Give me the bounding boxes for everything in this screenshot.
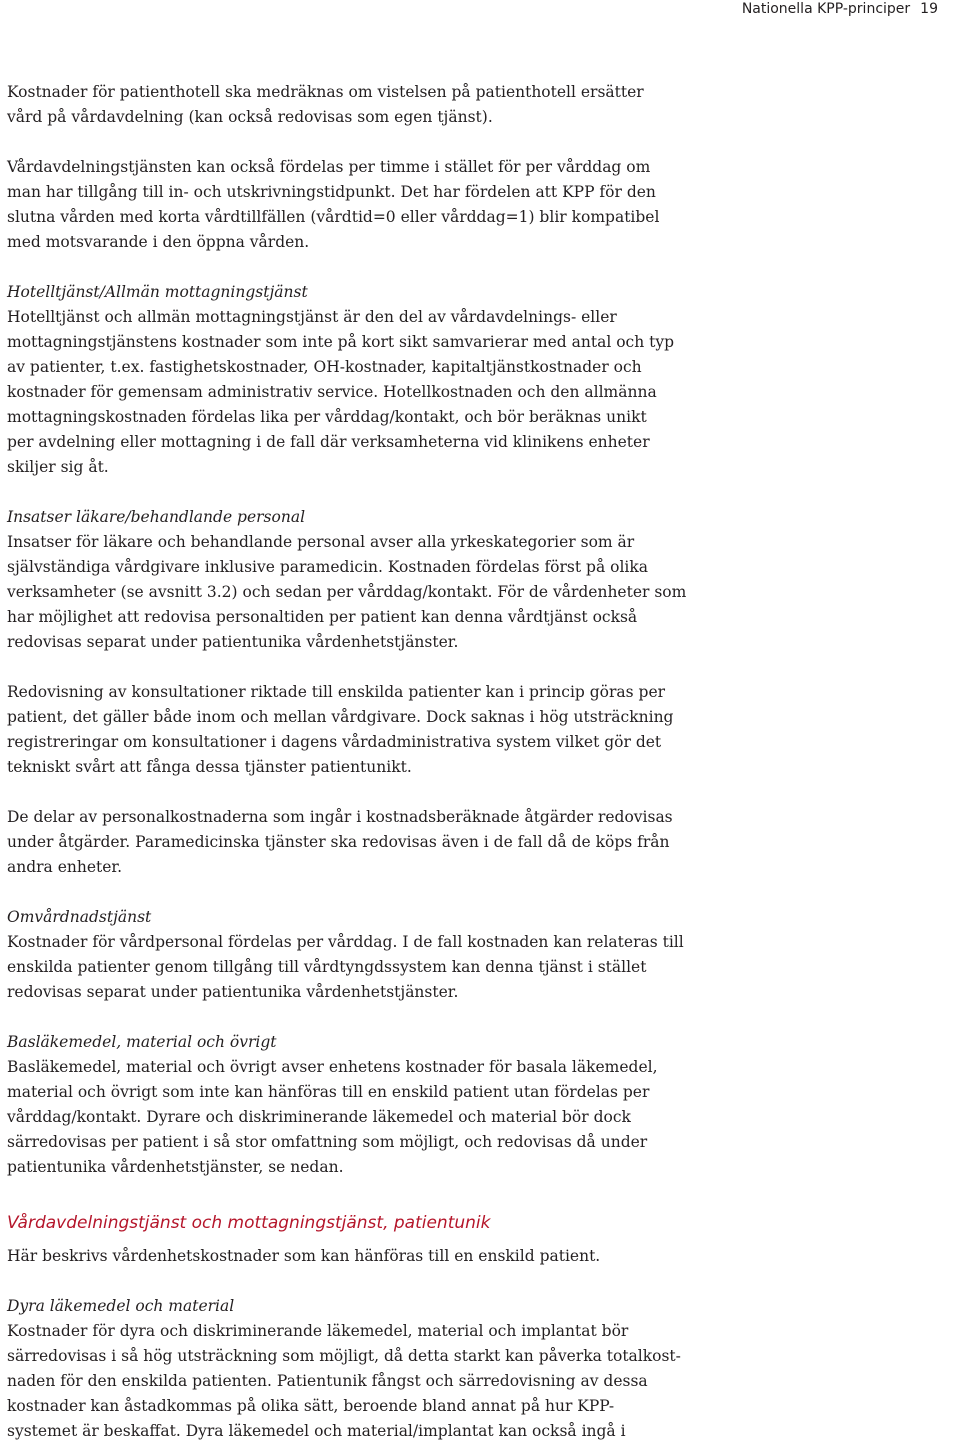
paragraph-timme: Vårdavdelningstjänsten kan också fördelas per timme i stället för per vårddag om man har tillgång till in- och utskrivningstidpunkt. Det har fördelen att KPP för den slutna vården med korta vårdtillfällen (vårdtid=0 eller vårddag=1) blir kompatibel med motsvarande i den öppna vården.	[7, 158, 660, 251]
section-title: Vårdavdelningstjänst och mottagningstjänst, patientunik	[7, 1213, 491, 1233]
document-body	[7, 80, 735, 1444]
paragraph-insatser: Insatser för läkare och behandlande personal avser alla yrkeskategorier som är självständiga vårdgivare inklusive paramedicin. Kostnaden fördelas först på olika verksamheter (se avsnitt 3.2) och sedan per vårddag/kontakt. För de vårdenheter som har möjlighet att redovisa personaltiden per patient kan denna vårdtjänst också redovisas separat under patientunika vårdenhetstjänster.	[7, 533, 687, 651]
page-number: 19	[920, 1, 938, 17]
paragraph-personalkostnader: De delar av personalkostnaderna som ingår i kostnadsberäknade åtgärder redovisas under åtgärder. Paramedicinska tjänster ska redovisas även i de fall då de köps från andra enheter.	[7, 808, 673, 876]
subheading-baslakemedel: Basläkemedel, material och övrigt	[7, 1033, 277, 1051]
paragraph-hotelltjanst: Hotelltjänst och allmän mottagningstjänst är den del av vårdavdelnings- eller mottagningstjänstens kostnader som inte på kort sikt samvarierar med antal och typ av patienter, t.ex. fastighetskostnader, OH-kostnader, kapitaltjänstkostnader och kostnader för gemensam administrativ service. Hotellkostnaden och den allmänna mottagningskostnaden fördelas lika per vårddag/kontakt, och bör beräknas unikt per avdelning eller mottagning i de fall där verksamheterna vid klinikens enheter skiljer sig åt.	[7, 308, 675, 476]
paragraph-omvardnad: Kostnader för vårdpersonal fördelas per vårddag. I de fall kostnaden kan relateras till enskilda patienter genom tillgång till vårdtyngdssystem kan denna tjänst i stället redovisas separat under patientunika vårdenhetstjänster.	[7, 933, 684, 1001]
subheading-insatser: Insatser läkare/behandlande personal	[7, 508, 306, 526]
paragraph-patienthotell: Kostnader för patienthotell ska medräknas om vistelsen på patienthotell ersätter vård på vårdavdelning (kan också redovisas som egen tjänst).	[7, 83, 644, 126]
subheading-omvardnad: Omvårdnadstjänst	[7, 908, 152, 926]
paragraph-dyra-lakemedel: Kostnader för dyra och diskriminerande läkemedel, material och implantat bör särredovisas i så hög utsträckning som möjligt, då detta starkt kan påverka totalkost- naden för den enskilda patienten. Patientunik fångst och särredovisning av dessa kostnader kan åstadkommas på olika sätt, beroende bland annat på hur KPP- systemet är beskaffat. Dyra läkemedel och material/implantat kan också ingå i	[7, 1322, 681, 1440]
subheading-dyra-lakemedel: Dyra läkemedel och material	[7, 1297, 235, 1315]
paragraph-konsultationer: Redovisning av konsultationer riktade till enskilda patienter kan i princip göras per patient, det gäller både inom och mellan vårdgivare. Dock saknas i hög utsträckning registreringar om konsultationer i dagens vårdadministrativa system vilket gör det tekniskt svårt att fånga dessa tjänster patientunikt.	[7, 683, 674, 776]
running-header	[742, 0, 938, 18]
running-title: Nationella KPP-principer	[741, 1, 911, 17]
paragraph-baslakemedel: Basläkemedel, material och övrigt avser enhetens kostnader för basala läkemedel, material och övrigt som inte kan hänföras till en enskild patient utan fördelas per vårddag/kontakt. Dyrare och diskriminerande läkemedel och material bör dock särredovisas per patient i så stor omfattning som möjligt, och redovisas då under patientunika vårdenhetstjänster, se nedan.	[7, 1058, 658, 1176]
paragraph-section-intro: Här beskrivs vårdenhetskostnader som kan hänföras till en enskild patient.	[7, 1247, 601, 1265]
subheading-hotelltjanst: Hotelltjänst/Allmän mottagningstjänst	[7, 283, 308, 301]
